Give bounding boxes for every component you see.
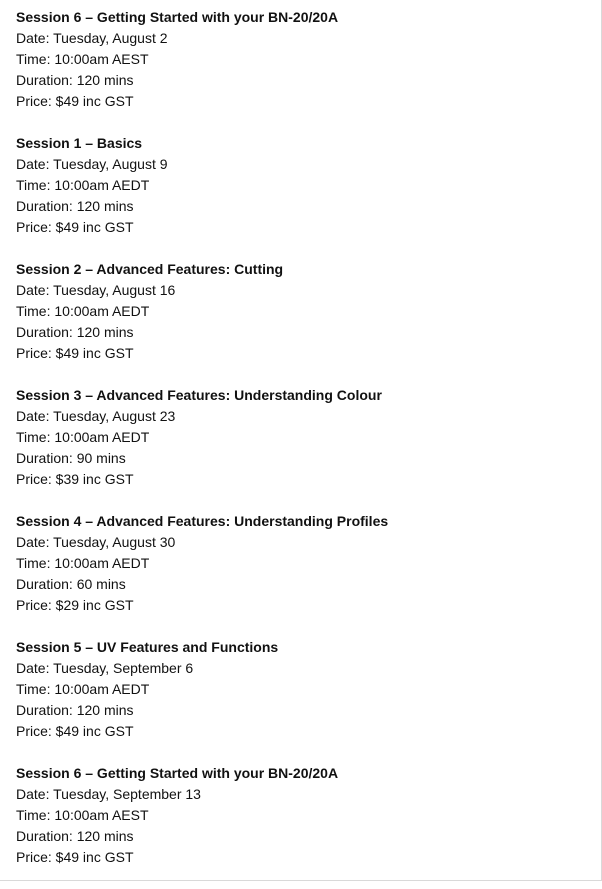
session-time: Time: 10:00am AEST [16,51,149,67]
session-duration: Duration: 120 mins [16,198,134,214]
session-date: Date: Tuesday, September 13 [16,786,201,802]
session-block [16,259,586,364]
session-price: Price: $39 inc GST [16,471,134,487]
session-duration: Duration: 90 mins [16,450,126,466]
session-title: Session 2 – Advanced Features: Cutting [16,261,284,277]
session-title: Session 3 – Advanced Features: Understanding Colour [16,387,382,403]
session-time: Time: 10:00am AEST [16,807,149,823]
session-date: Date: Tuesday, August 16 [16,282,176,298]
session-title: Session 5 – UV Features and Functions [16,639,279,655]
session-price: Price: $49 inc GST [16,849,134,865]
session-date: Date: Tuesday, August 9 [16,156,168,172]
session-block [16,763,586,868]
session-title: Session 1 – Basics [16,135,143,151]
session-price: Price: $49 inc GST [16,219,134,235]
session-price: Price: $49 inc GST [16,345,134,361]
session-block [16,637,586,742]
session-duration: Duration: 120 mins [16,324,134,340]
session-date: Date: Tuesday, September 6 [16,660,194,676]
session-date: Date: Tuesday, August 23 [16,408,176,424]
session-time: Time: 10:00am AEDT [16,681,150,697]
session-date: Date: Tuesday, August 30 [16,534,176,550]
session-price: Price: $29 inc GST [16,597,134,613]
session-block [16,7,586,112]
session-price: Price: $49 inc GST [16,93,134,109]
session-list [16,7,586,889]
session-price: Price: $49 inc GST [16,723,134,739]
session-title: Session 6 – Getting Started with your BN-20/20A [16,765,339,781]
session-duration: Duration: 60 mins [16,576,126,592]
session-block [16,385,586,490]
session-duration: Duration: 120 mins [16,828,134,844]
session-title: Session 4 – Advanced Features: Understanding Profiles [16,513,389,529]
session-time: Time: 10:00am AEDT [16,177,150,193]
session-duration: Duration: 120 mins [16,72,134,88]
session-duration: Duration: 120 mins [16,702,134,718]
session-block [16,133,586,238]
session-block [16,511,586,616]
session-date: Date: Tuesday, August 2 [16,30,168,46]
session-time: Time: 10:00am AEDT [16,555,150,571]
session-time: Time: 10:00am AEDT [16,429,150,445]
session-time: Time: 10:00am AEDT [16,303,150,319]
session-title: Session 6 – Getting Started with your BN-20/20A [16,9,339,25]
